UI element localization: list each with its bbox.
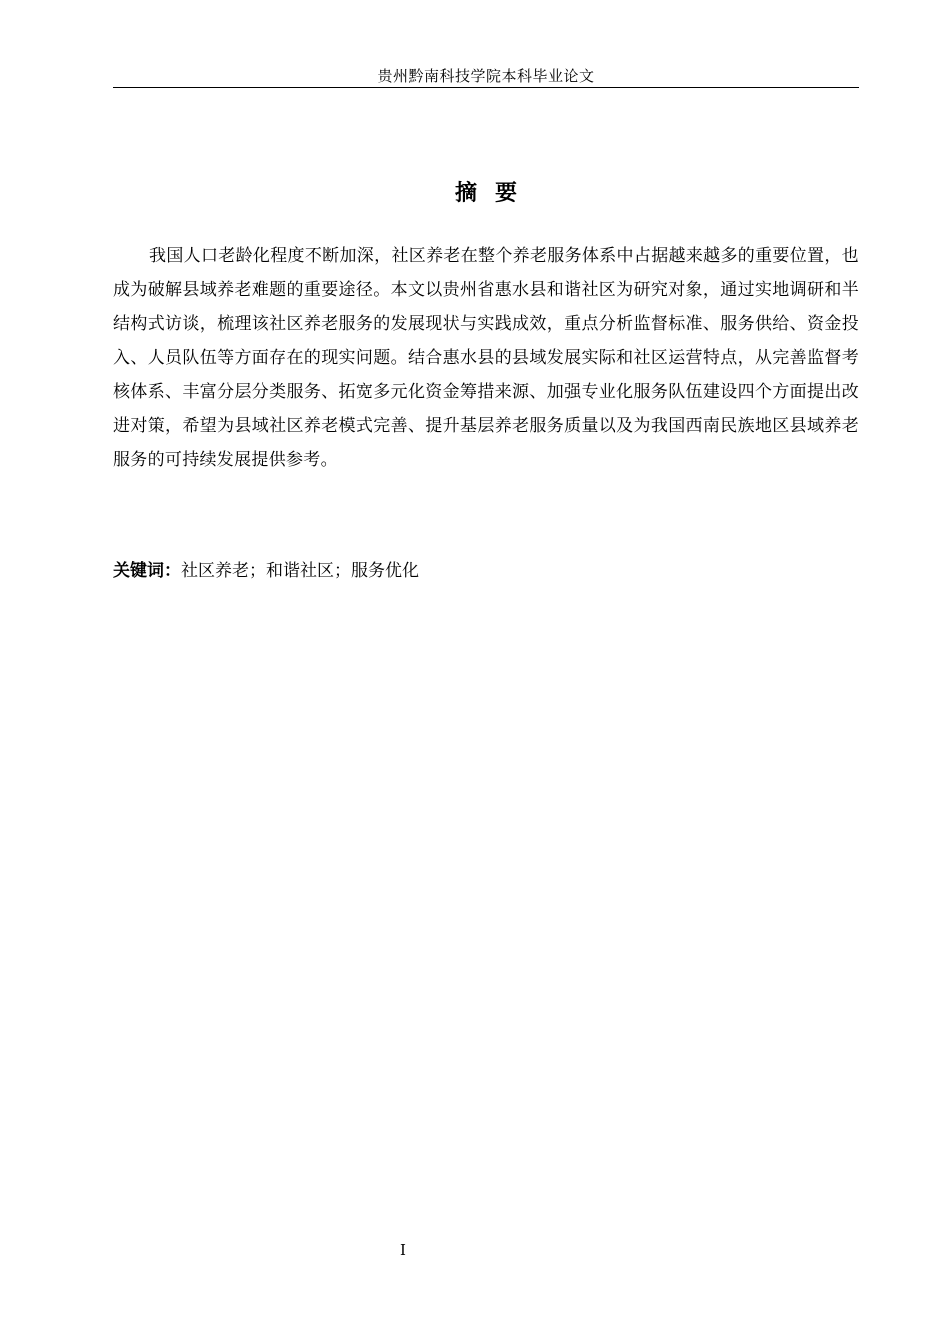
abstract-title: 摘要: [454, 181, 535, 206]
page-number: I: [400, 1241, 406, 1259]
running-header-title: 贵州黔南科技学院本科毕业论文: [377, 67, 595, 85]
abstract-body: 我国人口老龄化程度不断加深，社区养老在整个养老服务体系中占据越来越多的重要位置，也成为破解县域养老难题的重要途径。本文以贵州省惠水县和谐社区为研究对象，通过实地调研和半结构式访谈，梳理该社区养老服务的发展现状与实践成效，重点分析监督标准、服务供给、资金投入、人员队伍等方面存在的现实问题。结合惠水县的县域发展实际和社区运营特点，从完善监督考核体系、丰富分层分类服务、拓宽多元化资金筹措来源、加强专业化服务队伍建设四个方面提出改进对策，希望为县域社区养老模式完善、提升基层养老服务质量以及为我国西南民族地区县域养老服务的可持续发展提供参考。: [113, 246, 859, 470]
keywords-line: [113, 556, 859, 586]
header-divider: [113, 87, 859, 88]
keywords-label: 关键词：: [113, 561, 181, 581]
keywords-value: 社区养老；和谐社区；服务优化: [181, 561, 419, 581]
